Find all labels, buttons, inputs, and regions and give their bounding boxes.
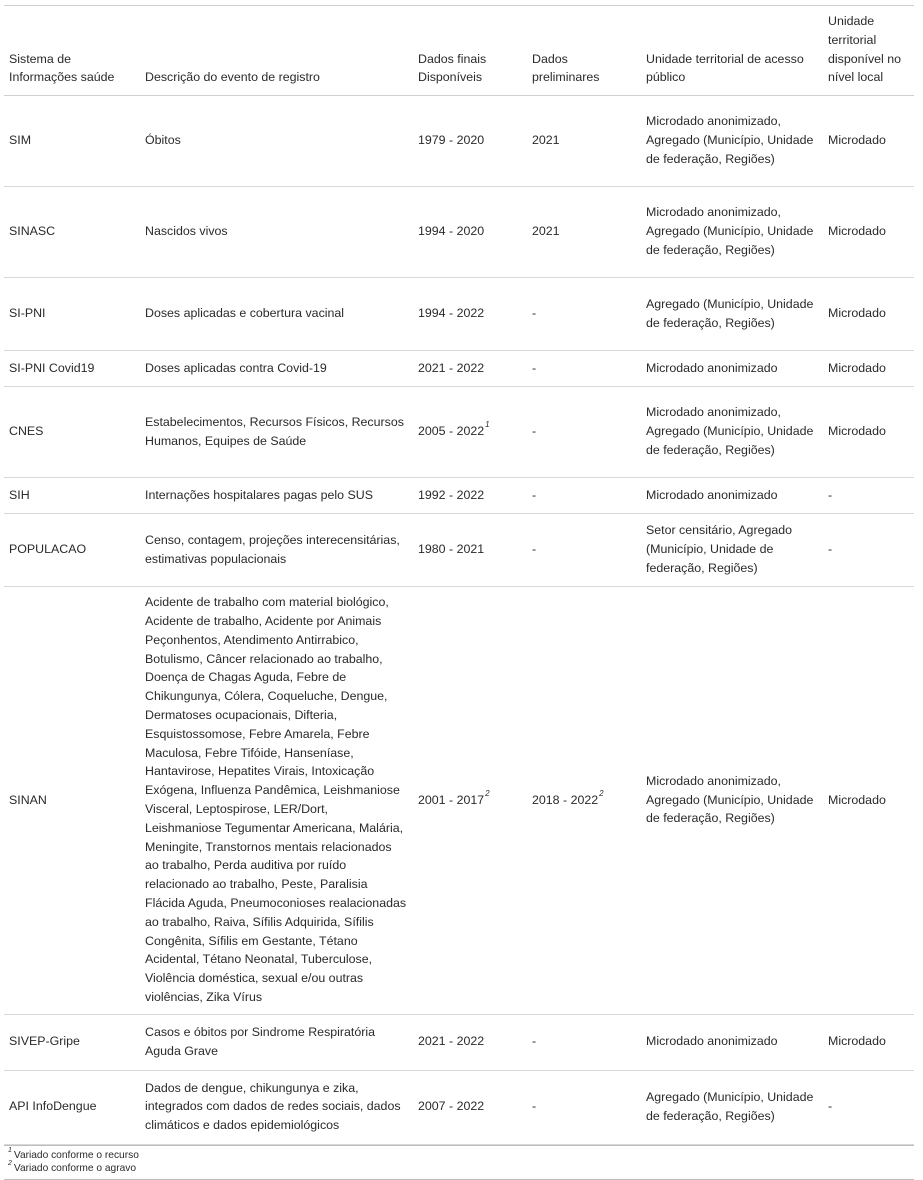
data-table-container xyxy=(4,5,914,1180)
header-descricao: Descrição do evento de registro xyxy=(140,6,413,96)
cell-descricao xyxy=(140,351,413,387)
cell-sistema xyxy=(4,278,140,351)
cell-unidade-local xyxy=(823,587,914,1015)
footnote-text: Variado conforme o agravo xyxy=(13,1163,137,1175)
cell-unidade-local-text: Microdado xyxy=(828,424,886,439)
header-unidade-publico: Unidade territorial de acesso público xyxy=(641,6,823,96)
footnote-marker: 1 xyxy=(485,420,490,430)
table-body xyxy=(4,96,914,1145)
table-row xyxy=(4,387,914,478)
cell-unidade-publico-text: Setor censitário, Agregado (Município, Unidade de federação, Regiões) xyxy=(646,523,793,576)
header-sistema: Sistema de Informações saúde xyxy=(4,6,140,96)
cell-unidade-publico xyxy=(641,514,823,587)
cell-unidade-local-text: Microdado xyxy=(828,224,886,239)
footnote-text: Variado conforme o recurso xyxy=(13,1149,139,1161)
cell-unidade-publico-text: Agregado (Município, Unidade de federação, Regiões) xyxy=(646,1089,814,1123)
cell-sistema-text: API InfoDengue xyxy=(9,1099,97,1114)
cell-dados-finais-text: 2021 - 2022 xyxy=(418,1034,485,1049)
cell-unidade-local-text: - xyxy=(828,542,833,557)
cell-unidade-publico xyxy=(641,1070,823,1144)
cell-descricao-text: Nascidos vivos xyxy=(145,224,228,239)
cell-unidade-local xyxy=(823,387,914,478)
header-dados-preliminares: Dados preliminares xyxy=(527,6,641,96)
cell-dados-finais-text: 2001 - 2017 xyxy=(418,792,485,807)
cell-sistema-text: POPULACAO xyxy=(9,542,87,557)
cell-unidade-publico-text: Microdado anonimizado, Agregado (Município, Unidade de federação, Regiões) xyxy=(646,114,814,167)
cell-unidade-publico xyxy=(641,387,823,478)
cell-descricao-text: Acidente de trabalho com material biológico, Acidente de trabalho, Acidente por Animais Peçonhentos, Atendimento Antirrabico, Botulismo, Câncer relacionado ao trabalho, Doença de Chagas Aguda, Febre de Chikungunya, Cólera, Coqueluche, Dengue, Dermatoses ocupacionais, Difteria, Esquistossomose, Febre Amarela, Febre Maculosa, Febre Tifóide, Hanseníase, Hantavirose, Hepatites Virais, Intoxicação Exógena, Influenza Pandêmica, Leishmaniose Visceral, Leptospirose, LER/Dort, Leishmaniose Tegumentar Americana, Malária, Meningite, Transtornos mentais relacionados ao trabalho, Perda auditiva por ruído relacionado ao trabalho, Peste, Paralisia Flácida Aguda, Pneumoconioses realacionadas ao trabalho, Raiva, Sífilis Adquirida, Sífilis Congênita, Sífilis em Gestante, Tétano Acidental, Tétano Neonatal, Tuberculose, Violência doméstica, sexual e/ou outras violências, Zika Vírus xyxy=(145,595,407,1004)
cell-dados-preliminares-text: - xyxy=(532,424,537,439)
footnote-mark: 2 xyxy=(8,1160,12,1168)
cell-unidade-publico-text: Microdado anonimizado xyxy=(646,360,778,375)
cell-dados-preliminares-text: - xyxy=(532,1034,537,1049)
cell-dados-finais-text: 2007 - 2022 xyxy=(418,1099,485,1114)
table-row xyxy=(4,187,914,278)
cell-dados-preliminares xyxy=(527,187,641,278)
cell-descricao xyxy=(140,1014,413,1070)
cell-unidade-local-text: Microdado xyxy=(828,360,886,375)
cell-dados-finais-text: 2005 - 2022 xyxy=(418,424,485,439)
cell-unidade-local-text: Microdado xyxy=(828,306,886,321)
cell-unidade-local-text: Microdado xyxy=(828,133,886,148)
cell-sistema-text: SI-PNI xyxy=(9,306,46,321)
cell-unidade-local xyxy=(823,514,914,587)
table-row xyxy=(4,96,914,187)
cell-dados-preliminares xyxy=(527,587,641,1015)
cell-unidade-publico xyxy=(641,96,823,187)
cell-sistema xyxy=(4,387,140,478)
cell-sistema xyxy=(4,1014,140,1070)
cell-unidade-publico xyxy=(641,351,823,387)
header-dados-finais: Dados finais Disponíveis xyxy=(413,6,527,96)
cell-unidade-local xyxy=(823,478,914,514)
cell-dados-finais-text: 1992 - 2022 xyxy=(418,487,485,502)
cell-unidade-local-text: Microdado xyxy=(828,792,886,807)
cell-dados-preliminares-text: - xyxy=(532,360,537,375)
cell-dados-finais xyxy=(413,278,527,351)
cell-dados-finais xyxy=(413,351,527,387)
cell-unidade-publico xyxy=(641,478,823,514)
cell-descricao xyxy=(140,1070,413,1144)
cell-dados-preliminares-text: - xyxy=(532,542,537,557)
cell-dados-finais xyxy=(413,587,527,1015)
cell-dados-preliminares-text: 2021 xyxy=(532,224,560,239)
cell-sistema-text: CNES xyxy=(9,424,44,439)
cell-descricao-text: Dados de dengue, chikungunya e zika, integrados com dados de redes sociais, dados climáticos e dados epidemiológicos xyxy=(145,1080,401,1133)
table-row xyxy=(4,278,914,351)
cell-unidade-local xyxy=(823,96,914,187)
cell-sistema-text: SIVEP-Gripe xyxy=(9,1034,80,1049)
cell-descricao xyxy=(140,587,413,1015)
cell-unidade-local xyxy=(823,187,914,278)
cell-sistema-text: SIM xyxy=(9,133,32,148)
cell-dados-finais-text: 1979 - 2020 xyxy=(418,133,485,148)
cell-dados-finais xyxy=(413,514,527,587)
cell-unidade-publico-text: Microdado anonimizado xyxy=(646,1034,778,1049)
cell-descricao-text: Doses aplicadas contra Covid-19 xyxy=(145,360,327,375)
cell-descricao xyxy=(140,278,413,351)
cell-dados-finais xyxy=(413,187,527,278)
cell-dados-finais xyxy=(413,1014,527,1070)
cell-unidade-publico-text: Microdado anonimizado, Agregado (Município, Unidade de federação, Regiões) xyxy=(646,773,814,826)
cell-descricao xyxy=(140,187,413,278)
footnote-marker: 2 xyxy=(485,788,490,798)
cell-unidade-publico-text: Microdado anonimizado xyxy=(646,487,778,502)
header-unidade-local: Unidade territorial disponível no nível local xyxy=(823,6,914,96)
cell-descricao-text: Estabelecimentos, Recursos Físicos, Recursos Humanos, Equipes de Saúde xyxy=(145,414,404,448)
cell-descricao-text: Internações hospitalares pagas pelo SUS xyxy=(145,487,373,502)
cell-unidade-publico xyxy=(641,187,823,278)
cell-dados-finais xyxy=(413,478,527,514)
cell-sistema xyxy=(4,514,140,587)
cell-sistema xyxy=(4,96,140,187)
cell-dados-preliminares xyxy=(527,478,641,514)
cell-dados-preliminares-text: - xyxy=(532,306,537,321)
cell-dados-finais-text: 2021 - 2022 xyxy=(418,360,485,375)
cell-unidade-local xyxy=(823,351,914,387)
cell-unidade-publico-text: Microdado anonimizado, Agregado (Município, Unidade de federação, Regiões) xyxy=(646,405,814,458)
cell-dados-preliminares xyxy=(527,278,641,351)
cell-sistema-text: SIH xyxy=(9,487,30,502)
footnote-item xyxy=(8,1162,914,1176)
table-row xyxy=(4,1070,914,1144)
cell-unidade-local xyxy=(823,1014,914,1070)
table-header xyxy=(4,6,914,96)
table-row xyxy=(4,1014,914,1070)
table-row xyxy=(4,587,914,1015)
cell-dados-preliminares xyxy=(527,351,641,387)
cell-dados-finais-text: 1994 - 2020 xyxy=(418,224,485,239)
cell-descricao-text: Doses aplicadas e cobertura vacinal xyxy=(145,306,345,321)
cell-dados-preliminares xyxy=(527,387,641,478)
cell-unidade-publico xyxy=(641,1014,823,1070)
footnotes xyxy=(4,1145,914,1180)
table-row xyxy=(4,478,914,514)
cell-dados-finais xyxy=(413,96,527,187)
cell-dados-preliminares-text: 2021 xyxy=(532,133,560,148)
footnote-item xyxy=(8,1146,914,1163)
cell-unidade-local-text: - xyxy=(828,487,833,502)
cell-dados-preliminares-text: - xyxy=(532,487,537,502)
cell-sistema-text: SI-PNI Covid19 xyxy=(9,360,95,375)
footnote-marker: 2 xyxy=(599,788,604,798)
table-row xyxy=(4,351,914,387)
cell-sistema xyxy=(4,1070,140,1144)
cell-descricao-text: Censo, contagem, projeções interecensitárias, estimativas populacionais xyxy=(145,532,400,566)
cell-descricao-text: Óbitos xyxy=(145,133,181,148)
cell-dados-preliminares xyxy=(527,1014,641,1070)
table-row xyxy=(4,514,914,587)
cell-dados-preliminares xyxy=(527,96,641,187)
cell-dados-preliminares-text: - xyxy=(532,1099,537,1114)
cell-unidade-local-text: - xyxy=(828,1099,833,1114)
cell-sistema xyxy=(4,351,140,387)
cell-unidade-publico-text: Microdado anonimizado, Agregado (Município, Unidade de federação, Regiões) xyxy=(646,205,814,258)
cell-dados-finais xyxy=(413,1070,527,1144)
cell-sistema-text: SINAN xyxy=(9,792,47,807)
cell-dados-finais-text: 1980 - 2021 xyxy=(418,542,485,557)
cell-sistema xyxy=(4,187,140,278)
cell-unidade-local xyxy=(823,1070,914,1144)
cell-descricao xyxy=(140,514,413,587)
cell-dados-preliminares xyxy=(527,1070,641,1144)
cell-unidade-publico xyxy=(641,278,823,351)
cell-dados-finais xyxy=(413,387,527,478)
cell-descricao xyxy=(140,478,413,514)
cell-unidade-publico xyxy=(641,587,823,1015)
cell-sistema xyxy=(4,478,140,514)
cell-descricao-text: Casos e óbitos por Sindrome Respiratória Aguda Grave xyxy=(145,1024,376,1058)
health-systems-table xyxy=(4,5,914,1145)
cell-dados-preliminares xyxy=(527,514,641,587)
header-row xyxy=(4,6,914,96)
cell-unidade-local-text: Microdado xyxy=(828,1034,886,1049)
cell-dados-finais-text: 1994 - 2022 xyxy=(418,306,485,321)
footnote-mark: 1 xyxy=(8,1146,12,1154)
cell-descricao xyxy=(140,96,413,187)
cell-unidade-local xyxy=(823,278,914,351)
cell-sistema-text: SINASC xyxy=(9,224,56,239)
cell-unidade-publico-text: Agregado (Município, Unidade de federação, Regiões) xyxy=(646,296,814,330)
cell-dados-preliminares-text: 2018 - 2022 xyxy=(532,792,599,807)
cell-sistema xyxy=(4,587,140,1015)
cell-descricao xyxy=(140,387,413,478)
